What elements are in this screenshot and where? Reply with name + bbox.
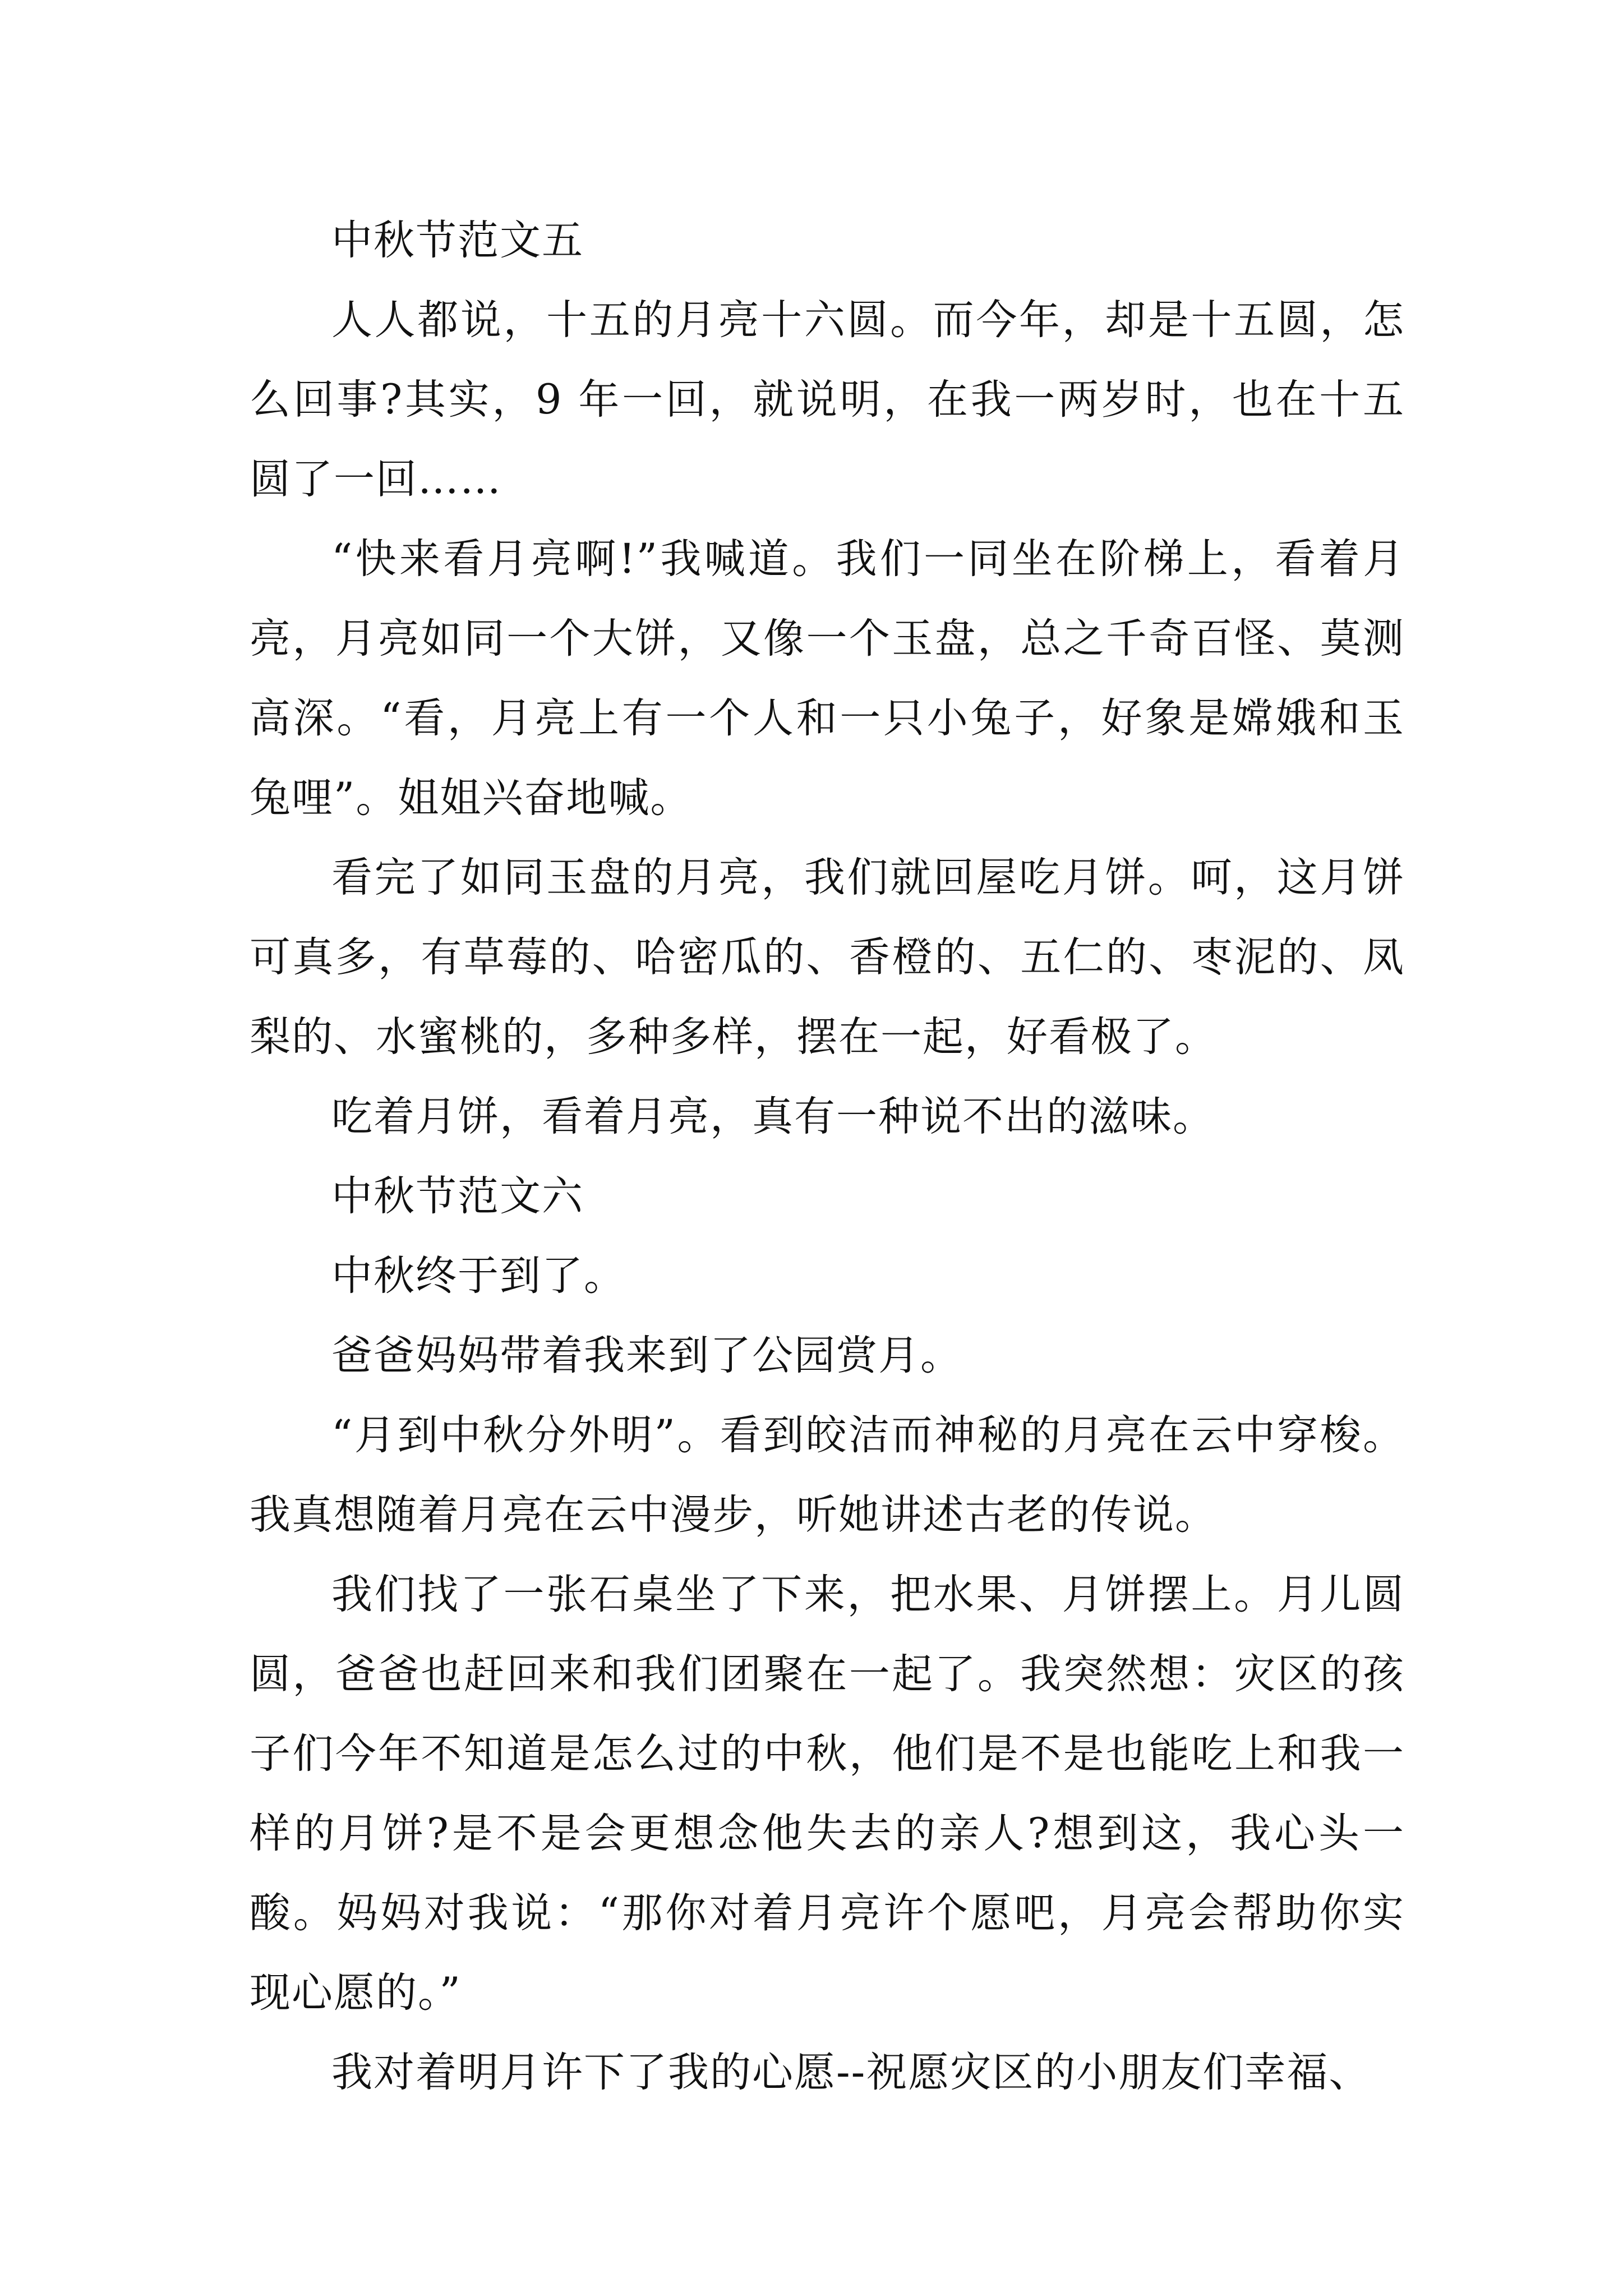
paragraph: 我们找了一张石桌坐了下来，把水果、月饼摆上。月儿圆圆，爸爸也赶回来和我们团聚在一起了。我突然想：灾区的孩子们今年不知道是怎么过的中秋，他们是不是也能吃上和我一样的月饼?是不是会更想念他失去的亲人?想到这，我心头一酸。妈妈对我说：“那你对着月亮许个愿吧，月亮会帮助你实现心愿的。”: [250, 1571, 1405, 2017]
section-heading-5: 中秋节范文五: [331, 217, 584, 264]
section-heading-6: 中秋节范文六: [331, 1172, 584, 1220]
paragraph: 中秋终于到了。: [331, 1252, 626, 1300]
paragraph: 人人都说，十五的月亮十六圆。而今年，却是十五圆，怎么回事?其实，9 年一回，就说明，在我一两岁时，也在十五圆了一回……: [250, 296, 1405, 503]
paragraph: 看完了如同玉盘的月亮，我们就回屋吃月饼。呵，这月饼可真多，有草莓的、哈密瓜的、香橙的、五仁的、枣泥的、凤梨的、水蜜桃的，多种多样，摆在一起，好看极了。: [250, 854, 1405, 1061]
paragraph: “月到中秋分外明”。看到皎洁而神秘的月亮在云中穿梭。我真想随着月亮在云中漫步，听她讲述古老的传说。: [250, 1411, 1405, 1539]
paragraph: 吃着月饼，看着月亮，真有一种说不出的滋味。: [331, 1093, 1215, 1140]
document-body: [250, 201, 1405, 2113]
paragraph: “快来看月亮啊!”我喊道。我们一同坐在阶梯上，看着月亮，月亮如同一个大饼，又像一个玉盘，总之千奇百怪、莫测高深。“看，月亮上有一个人和一只小兔子，好象是嫦娥和玉兔哩”。姐姐兴奋地喊。: [250, 535, 1405, 822]
paragraph: 爸爸妈妈带着我来到了公园赏月。: [331, 1332, 962, 1379]
paragraph: 我对着明月许下了我的心愿--祝愿灾区的小朋友们幸福、: [331, 2049, 1371, 2096]
